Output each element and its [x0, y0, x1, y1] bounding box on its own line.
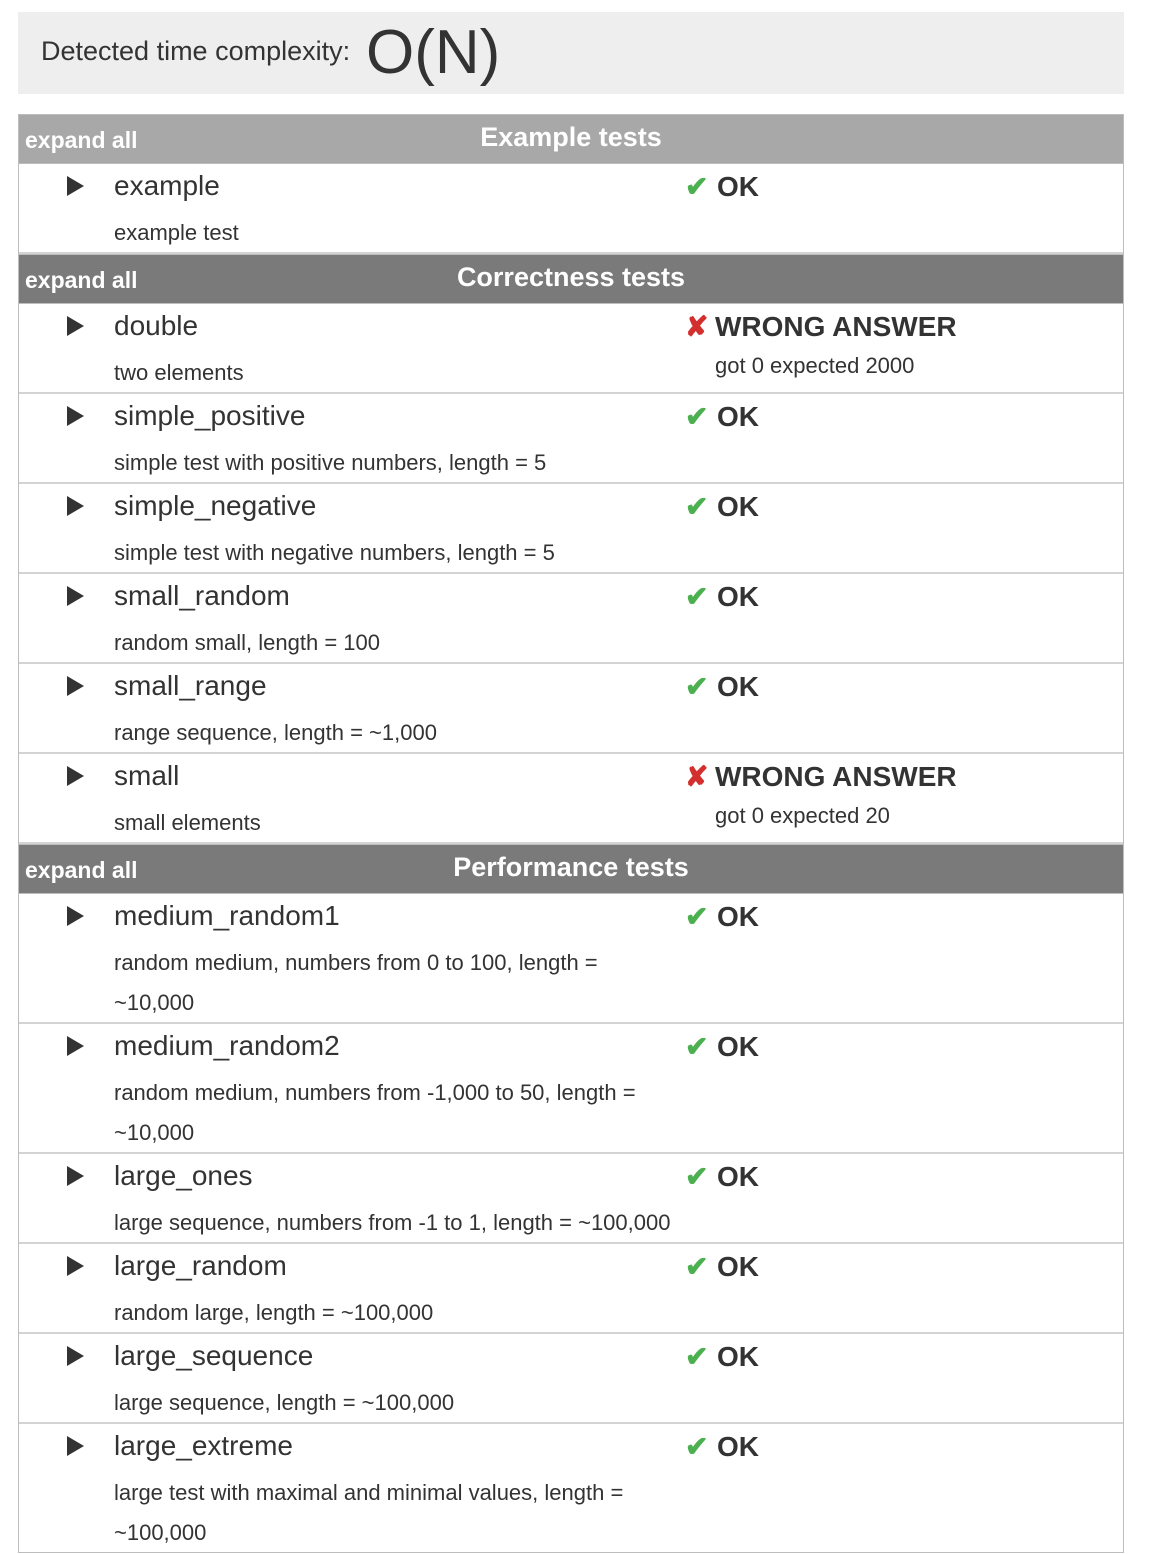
- expand-arrow-icon[interactable]: [67, 1166, 84, 1186]
- test-row: [19, 394, 1123, 484]
- test-description: large sequence, length = ~100,000: [114, 1390, 455, 1415]
- group-title: Example tests: [480, 122, 662, 152]
- test-description: large sequence, numbers from -1 to 1, length = ~100,000: [114, 1210, 671, 1235]
- complexity-label: Detected time complexity:: [41, 36, 351, 66]
- test-row: [19, 894, 1123, 1024]
- complexity-value: O(N): [366, 18, 501, 87]
- test-name: medium_random2: [114, 1030, 340, 1061]
- test-status: [685, 1160, 759, 1193]
- test-status-text: OK: [717, 171, 759, 202]
- test-description: random medium, numbers from -1,000 to 50, length = ~10,000: [114, 1080, 636, 1145]
- test-row: [19, 164, 1123, 254]
- test-description: range sequence, length = ~1,000: [114, 720, 437, 745]
- group-header-example-tests: [19, 115, 1123, 164]
- test-status: [685, 760, 957, 793]
- test-status-text: OK: [717, 901, 759, 932]
- test-name: large_extreme: [114, 1430, 293, 1461]
- expand-arrow-icon[interactable]: [67, 1256, 84, 1276]
- test-description: random large, length = ~100,000: [114, 1300, 434, 1325]
- expand-arrow-icon[interactable]: [67, 586, 84, 606]
- expand-all-link[interactable]: expand all: [25, 127, 138, 153]
- test-status-text: OK: [717, 581, 759, 612]
- test-name: simple_negative: [114, 490, 317, 521]
- test-status: [685, 1030, 759, 1063]
- test-row: [19, 1154, 1123, 1244]
- expand-arrow-icon[interactable]: [67, 316, 84, 336]
- cross-icon: ✘: [685, 311, 709, 342]
- check-icon: ✔: [685, 901, 709, 932]
- test-description: two elements: [114, 360, 244, 385]
- test-row: [19, 1244, 1123, 1334]
- test-name: small: [114, 760, 180, 791]
- check-icon: ✔: [685, 581, 709, 612]
- test-row: [19, 664, 1123, 754]
- check-icon: ✔: [685, 1031, 709, 1062]
- test-status: [685, 1340, 759, 1373]
- test-status-text: OK: [717, 671, 759, 702]
- test-row: [19, 484, 1123, 574]
- test-description: simple test with negative numbers, length = 5: [114, 540, 555, 565]
- test-status: [685, 580, 759, 613]
- test-status: [685, 310, 957, 343]
- expand-arrow-icon[interactable]: [67, 496, 84, 516]
- complexity-panel: [18, 12, 1124, 94]
- test-name: large_ones: [114, 1160, 253, 1191]
- test-description: random medium, numbers from 0 to 100, length = ~10,000: [114, 950, 598, 1015]
- group-title: Performance tests: [453, 852, 689, 882]
- test-status-text: OK: [717, 401, 759, 432]
- check-icon: ✔: [685, 491, 709, 522]
- test-row: [19, 304, 1123, 394]
- test-result-detail: got 0 expected 20: [715, 803, 890, 828]
- test-name: small_random: [114, 580, 290, 611]
- test-status: [685, 170, 759, 203]
- test-status-text: WRONG ANSWER: [715, 761, 957, 792]
- test-status: [685, 670, 759, 703]
- check-icon: ✔: [685, 1341, 709, 1372]
- check-icon: ✔: [685, 401, 709, 432]
- test-status-text: OK: [717, 1161, 759, 1192]
- test-name: double: [114, 310, 199, 341]
- cross-icon: ✘: [685, 761, 709, 792]
- test-status: [685, 1430, 759, 1463]
- expand-arrow-icon[interactable]: [67, 1036, 84, 1056]
- test-name: simple_positive: [114, 400, 306, 431]
- test-status-text: OK: [717, 1251, 759, 1282]
- expand-arrow-icon[interactable]: [67, 1436, 84, 1456]
- expand-arrow-icon[interactable]: [67, 906, 84, 926]
- test-result-detail: got 0 expected 2000: [715, 353, 915, 378]
- check-icon: ✔: [685, 171, 709, 202]
- test-name: example: [114, 170, 220, 201]
- check-icon: ✔: [685, 671, 709, 702]
- test-row: [19, 1334, 1123, 1424]
- test-row: [19, 1424, 1123, 1552]
- expand-arrow-icon[interactable]: [67, 676, 84, 696]
- test-row: [19, 1024, 1123, 1154]
- test-status-text: OK: [717, 491, 759, 522]
- test-name: small_range: [114, 670, 267, 701]
- test-description: simple test with positive numbers, length = 5: [114, 450, 547, 475]
- test-name: large_random: [114, 1250, 287, 1281]
- test-status: [685, 490, 759, 523]
- check-icon: ✔: [685, 1161, 709, 1192]
- test-status-text: WRONG ANSWER: [715, 311, 957, 342]
- test-description: random small, length = 100: [114, 630, 380, 655]
- test-status-text: OK: [717, 1031, 759, 1062]
- test-status-text: OK: [717, 1341, 759, 1372]
- expand-arrow-icon[interactable]: [67, 406, 84, 426]
- tests-table: [18, 114, 1124, 1553]
- test-status: [685, 900, 759, 933]
- expand-all-link[interactable]: expand all: [25, 857, 138, 883]
- expand-all-link[interactable]: expand all: [25, 267, 138, 293]
- test-description: small elements: [114, 810, 261, 835]
- test-status: [685, 400, 759, 433]
- expand-arrow-icon[interactable]: [67, 176, 84, 196]
- check-icon: ✔: [685, 1431, 709, 1462]
- test-name: medium_random1: [114, 900, 340, 931]
- test-description: example test: [114, 220, 239, 245]
- test-row: [19, 574, 1123, 664]
- expand-arrow-icon[interactable]: [67, 766, 84, 786]
- test-status-text: OK: [717, 1431, 759, 1462]
- check-icon: ✔: [685, 1251, 709, 1282]
- test-row: [19, 754, 1123, 844]
- group-header-correctness-tests: [19, 254, 1123, 304]
- group-title: Correctness tests: [456, 262, 686, 292]
- expand-arrow-icon[interactable]: [67, 1346, 84, 1366]
- test-description: large test with maximal and minimal values, length = ~100,000: [114, 1480, 624, 1545]
- group-header-performance-tests: [19, 844, 1123, 894]
- test-name: large_sequence: [114, 1340, 314, 1371]
- test-status: [685, 1250, 759, 1283]
